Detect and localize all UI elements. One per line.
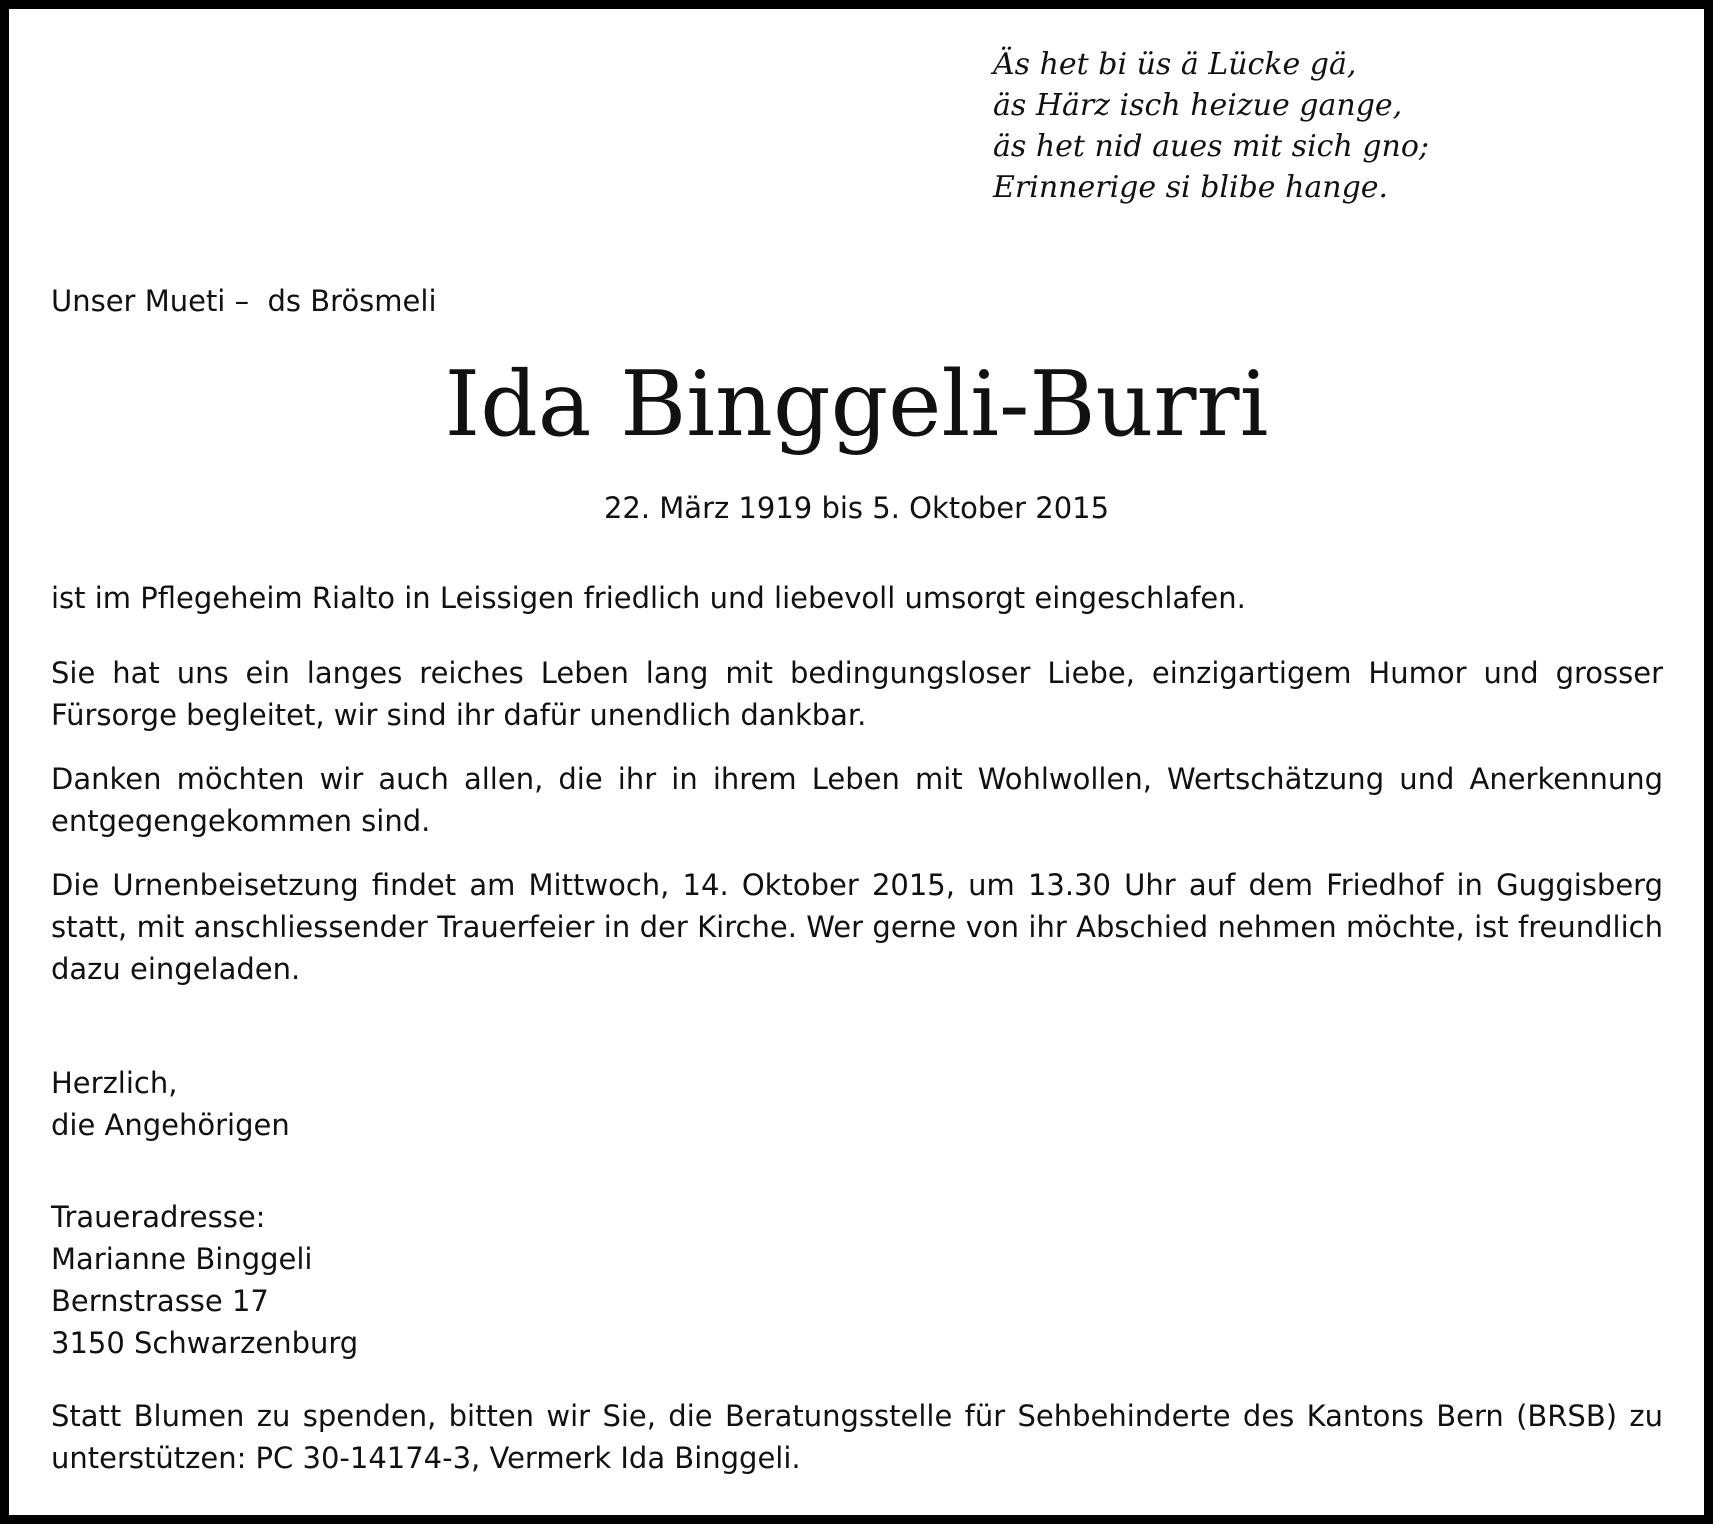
address-label: Traueradresse: xyxy=(51,1200,266,1234)
address-street: Bernstrasse 17 xyxy=(51,1284,269,1318)
paragraph-thanks: Danken möchten wir auch allen, die ihr in ihrem Leben mit Wohlwollen, Wertschätzung und Anerkennung entgegengekommen sind. xyxy=(51,762,1663,838)
address-city: 3150 Schwarzenburg xyxy=(51,1326,359,1360)
poem xyxy=(993,44,1429,208)
donation-note: Statt Blumen zu spenden, bitten wir Sie, die Beratungsstelle für Sehbehinderte des Kantons Bern (BRSB) zu unterstützen: PC 30-14174-3, Vermerk Ida Binggeli. xyxy=(51,1399,1663,1475)
address-name: Marianne Binggeli xyxy=(51,1242,313,1276)
closing-greeting: Herzlich, xyxy=(51,1066,178,1100)
closing-block xyxy=(51,1062,290,1146)
paragraph-funeral: Die Urnenbeisetzung findet am Mittwoch, 14. Oktober 2015, um 13.30 Uhr auf dem Friedhof in Guggisberg statt, mit anschliessender Trauerfeier in der Kirche. Wer gerne von ihr Abschied nehmen möchte, ist freundlich dazu eingeladen. xyxy=(51,868,1663,986)
deceased-name: Ida Binggeli-Burri xyxy=(444,352,1269,457)
poem-line: äs het nid aues mit sich gno; xyxy=(993,129,1430,164)
closing-signature: die Angehörigen xyxy=(51,1108,290,1142)
life-dates: 22. März 1919 bis 5. Oktober 2015 xyxy=(603,491,1110,525)
poem-line: Äs het bi üs ä Lücke gä, xyxy=(993,47,1357,82)
paragraph-gratitude: Sie hat uns ein langes reiches Leben lang mit bedingungsloser Liebe, einzigartigem Humor und grosser Fürsorge begleitet, wir sind ihr dafür unendlich dankbar. xyxy=(51,656,1663,732)
nickname-line: Unser Mueti – ds Brösmeli xyxy=(51,284,437,318)
mourning-address xyxy=(51,1196,358,1364)
poem-line: äs Härz isch heizue gange, xyxy=(993,88,1403,123)
poem-line: Erinnerige si blibe hange. xyxy=(993,170,1389,205)
paragraph-passing: ist im Pflegeheim Rialto in Leissigen friedlich und liebevoll umsorgt eingeschlafen. xyxy=(51,581,1246,615)
